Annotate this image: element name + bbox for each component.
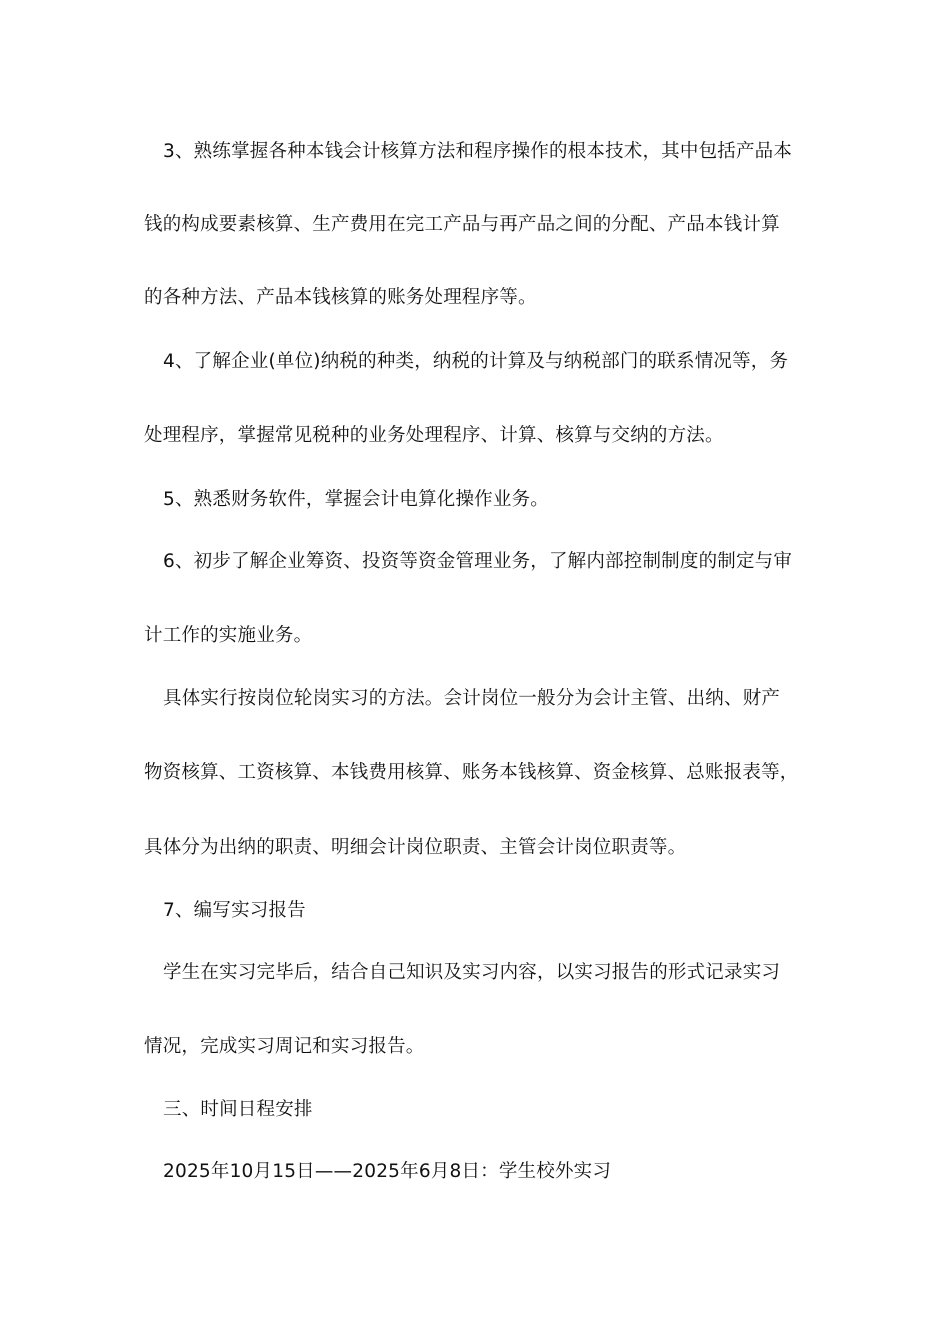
paragraph-rotation-line-2: 物资核算、工资核算、本钱费用核算、账务本钱核算、资金核算、总账报表等， [144, 762, 799, 783]
section-heading-schedule: 三、时间日程安排 [163, 1099, 313, 1120]
paragraph-item-4-line-2: 处理程序，掌握常见税种的业务处理程序、计算、核算与交纳的方法。 [144, 425, 724, 446]
paragraph-rotation-line-1: 具体实行按岗位轮岗实习的方法。会计岗位一般分为会计主管、出纳、财产 [163, 688, 781, 709]
heading-item-7: 7、编写实习报告 [163, 900, 306, 921]
paragraph-rotation-line-3: 具体分为出纳的职责、明细会计岗位职责、主管会计岗位职责等。 [144, 837, 687, 858]
paragraph-item-6-line-1: 6、初步了解企业筹资、投资等资金管理业务，了解内部控制制度的制定与审 [163, 551, 793, 572]
paragraph-item-3-line-3: 的各种方法、产品本钱核算的账务处理程序等。 [144, 287, 537, 308]
paragraph-item-5: 5、熟悉财务软件，掌握会计电算化操作业务。 [163, 489, 549, 510]
paragraph-item-4-line-1: 4、了解企业(单位)纳税的种类，纳税的计算及与纳税部门的联系情况等，务 [163, 351, 789, 372]
paragraph-item-3-line-2: 钱的构成要素核算、生产费用在完工产品与再产品之间的分配、产品本钱计算 [144, 214, 780, 235]
paragraph-item-3-line-1: 3、熟练掌握各种本钱会计核算方法和程序操作的根本技术，其中包括产品本 [163, 141, 793, 162]
paragraph-item-6-line-2: 计工作的实施业务。 [144, 625, 313, 646]
schedule-entry: 2025年10月15日——2025年6月8日：学生校外实习 [163, 1161, 612, 1182]
paragraph-report-line-1: 学生在实习完毕后，结合自己知识及实习内容，以实习报告的形式记录实习 [163, 962, 781, 983]
paragraph-report-line-2: 情况，完成实习周记和实习报告。 [144, 1036, 425, 1057]
